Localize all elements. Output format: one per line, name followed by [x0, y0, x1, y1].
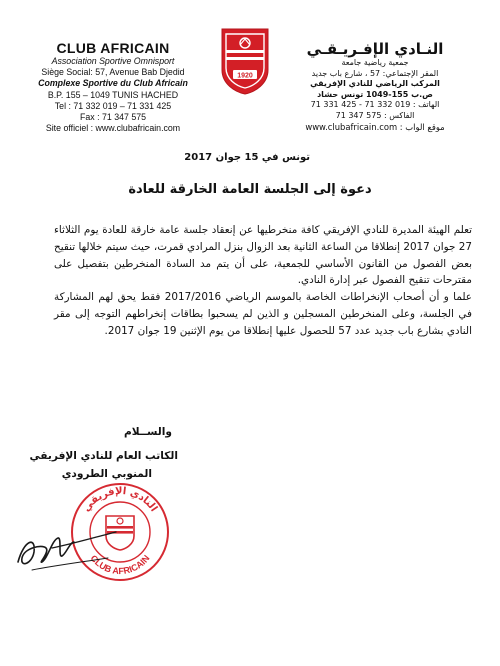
website-row-ar — [290, 122, 460, 133]
website-fr: Site officiel : www.clubafricain.com — [45, 123, 181, 134]
fax-fr: Fax : 71 347 575 — [79, 112, 147, 123]
po-box-ar: ص.ب 155-1049 تونس حشاد — [317, 89, 433, 99]
website-ar: www.clubafricain.com — [305, 121, 398, 132]
phone-fr: Tel : 71 332 019 – 71 331 425 — [54, 100, 172, 111]
letter-salutation: والســلام — [123, 426, 172, 438]
po-box-fr: B.P. 155 – 1049 TUNIS HACHED — [47, 89, 179, 100]
subtitle-ar: جمعية رياضية جامعة — [341, 58, 409, 67]
letter-paragraph-2: علما و أن أصحاب الإنخراطات الخاصة بالموسم الرياضي 2017/2016 فقط يحق لهم المشاركة في الجلسة، وعلى المنخرطين المسجلين و الذين لم يسحبوا بطاقات إنخراطهم التوجه إلى مقر النادي بشارع باب جديد عدد 57 للحصول عليها إنطلاقا من يوم الإثنين 19 جوان 2017. — [54, 291, 472, 337]
stamp-text-fr: CLUB AFRICAIN — [88, 553, 152, 577]
stamp-text-ar: النادي الإفريقي — [81, 485, 160, 514]
letter-date: تونس في 15 جوان 2017 — [184, 152, 310, 163]
club-crest-logo-icon — [219, 26, 271, 96]
address-ar: المقر الإجتماعي: 57 ، شارع باب جديد — [311, 68, 439, 78]
fax-ar: الفاكس : 575 347 71 — [335, 110, 415, 120]
club-name-fr: CLUB AFRICAIN — [56, 40, 170, 56]
subtitle-fr: Association Sportive Omnisport — [51, 56, 175, 66]
address-fr: Siège Social: 57, Avenue Bab Djedid — [41, 67, 185, 78]
signatory-name: المنوبي الطرودي — [61, 468, 152, 480]
website-label-ar: موقع الواب : — [399, 121, 445, 132]
complex-fr: Complexe Sportive du Club Africain — [38, 78, 188, 89]
logo-year: 1920 — [237, 72, 253, 80]
svg-text:النادي الإفريقي — [81, 486, 159, 514]
header-arabic — [290, 40, 460, 133]
letter-heading: دعوة إلى الجلسة العامة الخارقة للعادة — [128, 182, 372, 197]
complex-ar: المركب الرياضي للنادي الإفريقي — [310, 79, 440, 89]
header-french — [28, 40, 198, 134]
handwritten-signature-icon — [12, 518, 122, 578]
club-name-ar: النـادي الإفـريـقـي — [306, 40, 444, 58]
letter-paragraph-1: تعلم الهيئة المديرة للنادي الإفريقي كافة منخرطيها عن إنعقاد جلسة عامة خارقة للعادة يوم الثلاثاء 27 جوان 2017 إنطلاقا من الساعة الثانية بعد الزوال بنزل المرادي قمرت، حيث سيتم خلالها تنقيح بعض الفصول من القانون الأساسي للجمعية، على أن يتم مد السادة المنخرطين بتفصيل على مقترحات تنقيح الفصول عبر إدارة النادي. — [54, 224, 472, 287]
phone-ar: الهاتف : 019 332 71 - 425 331 71 — [310, 100, 440, 110]
signatory-title: الكاتب العام للنادي الإفريقي — [29, 450, 178, 462]
